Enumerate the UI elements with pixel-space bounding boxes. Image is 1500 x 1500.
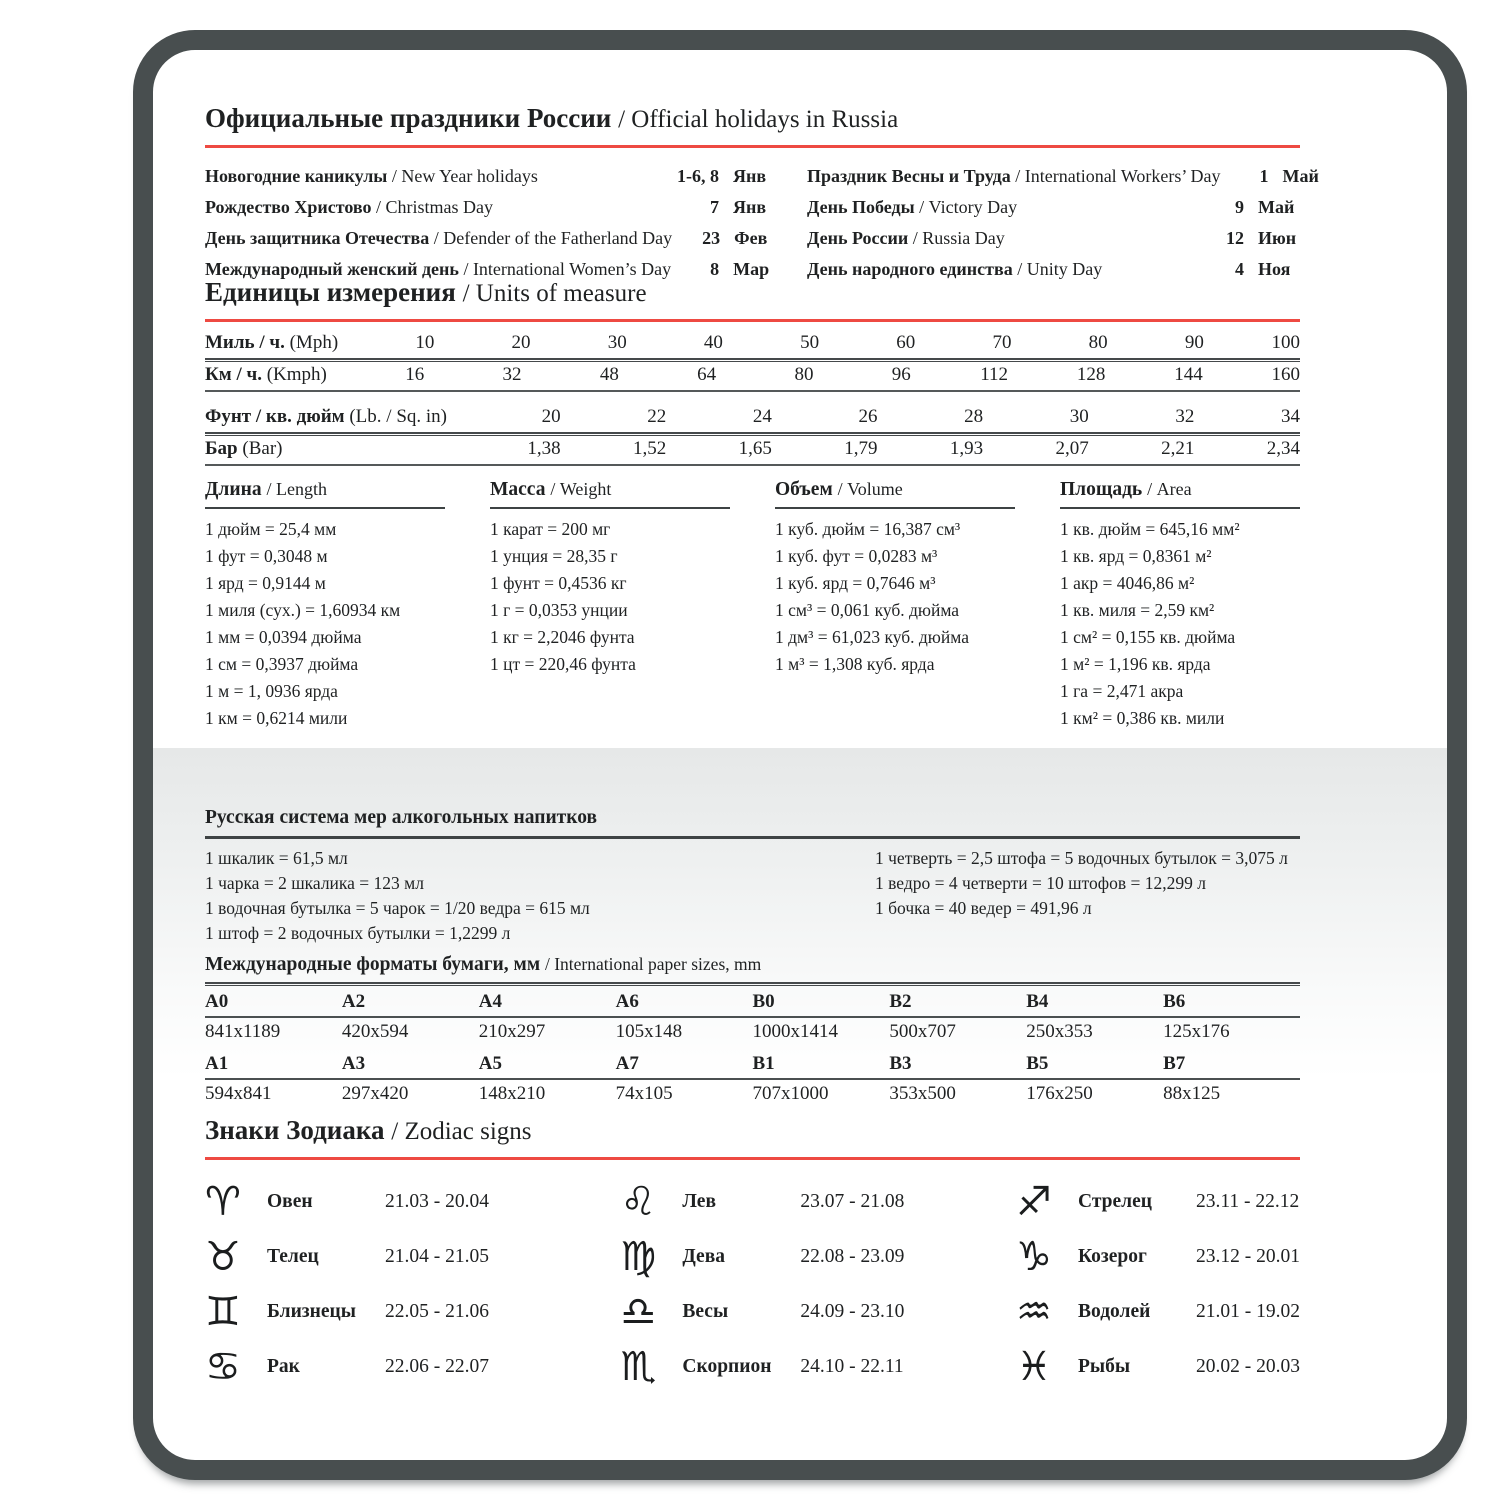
weight-column bbox=[490, 476, 730, 732]
holiday-month: Фев bbox=[734, 228, 768, 248]
mph-row: Миль / ч. (Mph) 10 20 30 40 50 60 70 80 90 100 bbox=[205, 330, 1300, 356]
zodiac-row bbox=[1016, 1339, 1300, 1394]
volume-header: Объем / Volume bbox=[775, 476, 1015, 509]
holiday-day: 1 bbox=[1259, 166, 1269, 186]
paper-values-row: 594x841 297x420 148x210 74x105 707x1000 353x500 176x250 88x125 bbox=[205, 1083, 1221, 1104]
units-title bbox=[205, 276, 1300, 310]
zodiac-name: Дева bbox=[682, 1245, 725, 1267]
holidays-columns bbox=[205, 161, 1319, 285]
thin-divider bbox=[205, 1016, 1300, 1018]
gemini-icon: ♊ bbox=[205, 1288, 241, 1335]
alcohol-left-column: 1 шкалик = 61,5 мл 1 чарка = 2 шкалика = 123 мл 1 водочная бутылка = 5 чарок = 1/20 ведра = 615 мл 1 штоф = 2 водочных бутылки = 1,2299 л bbox=[205, 848, 590, 943]
holiday-day: 12 bbox=[1226, 228, 1244, 248]
zodiac-dates: 24.10 - 22.11 bbox=[800, 1355, 904, 1377]
psi-label: Фунт / кв. дюйм (Lb. / Sq. in) bbox=[205, 406, 447, 427]
double-divider bbox=[205, 982, 1300, 986]
holidays-left-column bbox=[205, 161, 775, 285]
holiday-name: Международный женский день / International Women’s Day bbox=[205, 259, 672, 279]
zodiac-row bbox=[1016, 1174, 1300, 1229]
zodiac-dates: 22.05 - 21.06 bbox=[385, 1300, 489, 1322]
mph-label: Миль / ч. (Mph) bbox=[205, 332, 339, 353]
holiday-month: Май bbox=[1258, 197, 1295, 217]
alcohol-columns bbox=[205, 846, 1300, 946]
zodiac-row bbox=[620, 1174, 1016, 1229]
holiday-day: 4 bbox=[1235, 259, 1244, 279]
length-column bbox=[205, 476, 445, 732]
holiday-day: 8 bbox=[710, 259, 720, 279]
area-header: Площадь / Area bbox=[1060, 476, 1300, 509]
zodiac-row bbox=[1016, 1229, 1300, 1284]
holiday-day: 7 bbox=[710, 197, 719, 217]
zodiac-name: Рыбы bbox=[1078, 1355, 1131, 1377]
holidays-right-column bbox=[807, 161, 1319, 285]
red-divider bbox=[205, 1157, 1300, 1160]
length-header: Длина / Length bbox=[205, 476, 445, 509]
holiday-month: Мар bbox=[733, 259, 770, 279]
zodiac-row bbox=[205, 1174, 620, 1229]
alcohol-section bbox=[205, 806, 1300, 946]
units-title-ru: Единицы измерения bbox=[205, 277, 456, 307]
zodiac-columns bbox=[205, 1174, 1300, 1394]
holiday-month: Ноя bbox=[1258, 259, 1291, 279]
zodiac-name: Водолей bbox=[1078, 1300, 1151, 1322]
zodiac-name: Стрелец bbox=[1078, 1190, 1152, 1212]
holiday-name: День народного единства / Unity Day bbox=[807, 259, 1103, 279]
zodiac-name: Рак bbox=[267, 1355, 300, 1377]
zodiac-dates: 23.07 - 21.08 bbox=[800, 1190, 905, 1212]
holidays-title-en: / Official holidays in Russia bbox=[618, 106, 899, 133]
zodiac-dates: 23.12 - 20.01 bbox=[1196, 1245, 1300, 1267]
red-divider bbox=[205, 145, 1300, 148]
zodiac-column-2 bbox=[620, 1174, 1016, 1394]
zodiac-dates: 22.06 - 22.07 bbox=[385, 1355, 489, 1377]
zodiac-row bbox=[205, 1229, 620, 1284]
holiday-row bbox=[205, 161, 775, 192]
sagittarius-icon: ♐ bbox=[1016, 1178, 1052, 1225]
holiday-name: День Победы / Victory Day bbox=[807, 197, 1018, 217]
zodiac-row bbox=[205, 1284, 620, 1339]
paper-header-row: A1 A3 A5 A7 B1 B3 B5 B7 bbox=[205, 1053, 1186, 1074]
bar-row: Бар (Bar) 1,38 1,52 1,65 1,79 1,93 2,07 2,21 2,34 bbox=[205, 436, 1300, 462]
zodiac-column-3 bbox=[1016, 1174, 1300, 1394]
area-list: 1 кв. дюйм = 645,16 мм² 1 кв. ярд = 0,8361 м² 1 акр = 4046,86 м² 1 кв. миля = 2,59 км² 1 см² = 0,155 кв. дюйма 1 м² = 1,196 кв. ярда 1 га = 2,471 акра 1 км² = 0,386 кв. мили bbox=[1060, 519, 1240, 728]
holiday-day: 23 bbox=[702, 228, 721, 248]
zodiac-dates: 23.11 - 22.12 bbox=[1196, 1190, 1300, 1212]
thin-divider bbox=[205, 1078, 1300, 1080]
thin-divider bbox=[205, 464, 1300, 466]
alcohol-right-column: 1 четверть = 2,5 штофа = 5 водочных бутылок = 3,075 л 1 ведро = 4 четверти = 10 штофов = 12,299 л 1 бочка = 40 ведер = 491,96 л bbox=[875, 848, 1288, 918]
holiday-row bbox=[807, 192, 1300, 223]
speed-conversion-table bbox=[205, 330, 1300, 392]
psi-row: Фунт / кв. дюйм (Lb. / Sq. in) 20 22 24 26 28 30 32 34 bbox=[205, 404, 1300, 430]
zodiac-name: Телец bbox=[267, 1245, 319, 1267]
leo-icon: ♌ bbox=[620, 1178, 657, 1225]
virgo-icon: ♍ bbox=[620, 1233, 657, 1280]
zodiac-name: Козерог bbox=[1078, 1245, 1147, 1267]
holiday-month: Май bbox=[1282, 166, 1319, 186]
paper-header-row: A0 A2 A4 A6 B0 B2 B4 B6 bbox=[205, 991, 1186, 1012]
paper-values-row: 841x1189 420x594 210x297 105x148 1000x1414 500x707 250x353 125x176 bbox=[205, 1021, 1230, 1042]
length-list: 1 дюйм = 25,4 мм 1 фут = 0,3048 м 1 ярд = 0,9144 м 1 миля (сух.) = 1,60934 км 1 мм = 0,0394 дюйма 1 см = 0,3937 дюйма 1 м = 1, 0936 ярда 1 км = 0,6214 мили bbox=[205, 519, 401, 728]
zodiac-dates: 24.09 - 23.10 bbox=[800, 1300, 905, 1322]
zodiac-name: Лев bbox=[682, 1190, 716, 1212]
holiday-name: Рождество Христово / Christmas Day bbox=[205, 197, 494, 217]
holiday-day: 9 bbox=[1235, 197, 1244, 217]
units-section bbox=[205, 276, 1300, 732]
scorpio-icon: ♏ bbox=[620, 1343, 657, 1390]
holiday-name: День защитника Отечества / Defender of the Fatherland Day bbox=[205, 228, 673, 248]
thin-divider bbox=[205, 390, 1300, 392]
holiday-row bbox=[807, 161, 1319, 192]
pisces-icon: ♓ bbox=[1016, 1343, 1052, 1390]
kmph-row: Км / ч. (Kmph) 16 32 48 64 80 96 112 128 144 160 bbox=[205, 362, 1300, 388]
libra-icon: ♎ bbox=[620, 1288, 657, 1335]
zodiac-row bbox=[620, 1229, 1016, 1284]
zodiac-dates: 21.04 - 21.05 bbox=[385, 1245, 489, 1267]
holiday-name: Праздник Весны и Труда / International Workers’ Day bbox=[807, 166, 1221, 186]
kmph-label: Км / ч. (Kmph) bbox=[205, 364, 327, 385]
holiday-month: Янв bbox=[733, 166, 767, 186]
weight-list: 1 карат = 200 мг 1 унция = 28,35 г 1 фунт = 0,4536 кг 1 г = 0,0353 унции 1 кг = 2,2046 фунта 1 цт = 220,46 фунта bbox=[490, 519, 636, 674]
holiday-row bbox=[205, 192, 775, 223]
volume-column bbox=[775, 476, 1015, 732]
zodiac-row bbox=[620, 1284, 1016, 1339]
zodiac-section bbox=[205, 1114, 1300, 1394]
aries-icon: ♈ bbox=[205, 1178, 241, 1225]
zodiac-dates: 21.03 - 20.04 bbox=[385, 1190, 489, 1212]
alcohol-title: Русская система мер алкогольных напитков bbox=[205, 806, 1300, 839]
holiday-day: 1-6, 8 bbox=[677, 166, 719, 186]
holidays-title bbox=[205, 102, 1300, 136]
holiday-row bbox=[205, 223, 775, 254]
cancer-icon: ♋ bbox=[205, 1343, 241, 1390]
area-column bbox=[1060, 476, 1300, 732]
zodiac-name: Скорпион bbox=[682, 1355, 772, 1377]
holiday-name: День России / Russia Day bbox=[807, 228, 1005, 248]
zodiac-column-1 bbox=[205, 1174, 620, 1394]
volume-list: 1 куб. дюйм = 16,387 см³ 1 куб. фут = 0,0283 м³ 1 куб. ярд = 0,7646 м³ 1 см³ = 0,061 куб. дюйма 1 дм³ = 61,023 куб. дюйма 1 м³ = 1,308 куб. ярда bbox=[775, 519, 969, 674]
zodiac-title: Знаки Зодиака / Zodiac signs bbox=[205, 1115, 532, 1145]
zodiac-row bbox=[205, 1339, 620, 1394]
zodiac-name: Весы bbox=[682, 1300, 729, 1322]
bar-label: Бар (Bar) bbox=[205, 438, 283, 459]
aquarius-icon: ♒ bbox=[1016, 1288, 1052, 1335]
holidays-title-ru: Официальные праздники России bbox=[205, 103, 612, 133]
zodiac-row bbox=[620, 1339, 1016, 1394]
zodiac-dates: 20.02 - 20.03 bbox=[1196, 1355, 1300, 1377]
pressure-conversion-table bbox=[205, 404, 1300, 466]
holidays-section bbox=[205, 102, 1319, 285]
holiday-row bbox=[807, 223, 1300, 254]
zodiac-name: Овен bbox=[267, 1190, 313, 1212]
holiday-month: Янв bbox=[733, 197, 767, 217]
units-title-en: / Units of measure bbox=[462, 280, 647, 307]
red-divider bbox=[205, 319, 1300, 322]
paper-sizes-section bbox=[205, 952, 1300, 1106]
holiday-month: Июн bbox=[1258, 228, 1297, 248]
capricorn-icon: ♑ bbox=[1016, 1233, 1052, 1280]
zodiac-dates: 21.01 - 19.02 bbox=[1196, 1300, 1300, 1322]
conversion-columns bbox=[205, 476, 1300, 732]
zodiac-name: Близнецы bbox=[267, 1300, 356, 1322]
weight-header: Масса / Weight bbox=[490, 476, 730, 509]
zodiac-row bbox=[1016, 1284, 1300, 1339]
holiday-name: Новогодние каникулы / New Year holidays bbox=[205, 166, 538, 186]
taurus-icon: ♉ bbox=[205, 1233, 241, 1280]
paper-title: Международные форматы бумаги, мм / International paper sizes, mm bbox=[205, 954, 762, 975]
zodiac-dates: 22.08 - 23.09 bbox=[800, 1245, 905, 1267]
